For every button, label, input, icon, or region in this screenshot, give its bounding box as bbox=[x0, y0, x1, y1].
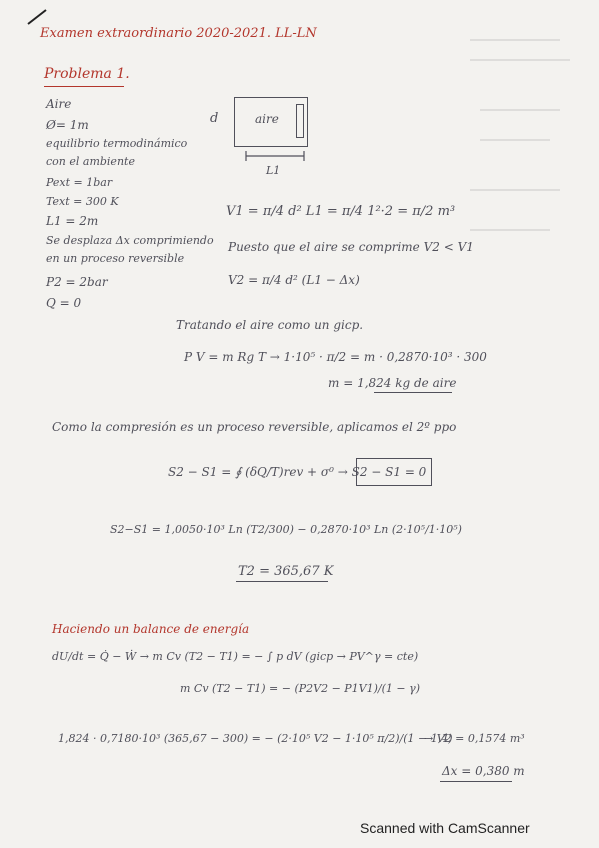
given-line: P2 = 2bar bbox=[46, 275, 108, 289]
given-line: equilibrio termodinámico bbox=[46, 137, 188, 150]
equation-entropy-expanded: S2−S1 = 1,0050·10³ Ln (T2/300) − 0,2870·10³ Ln (2·10⁵/1·10⁵) bbox=[110, 523, 462, 536]
diagram-label-air: aire bbox=[255, 112, 279, 126]
diagram-label-L1: L1 bbox=[266, 164, 281, 177]
equation-v1: V1 = π/4 d² L1 = π/4 1²·2 = π/2 m³ bbox=[226, 204, 456, 219]
equation-v2: V2 = π/4 d² (L1 − Δx) bbox=[228, 273, 360, 287]
given-line: en un proceso reversible bbox=[46, 252, 185, 265]
given-line: Text = 300 K bbox=[46, 195, 119, 208]
mass-underline bbox=[374, 392, 452, 393]
problem-heading: Problema 1. bbox=[44, 66, 130, 82]
pen-stroke-mark bbox=[26, 6, 50, 26]
problem-heading-underline bbox=[44, 86, 124, 87]
v2-result: → V2 = 0,1574 m³ bbox=[424, 732, 525, 745]
energy-note: Haciendo un balance de energía bbox=[52, 622, 250, 636]
page-title: Examen extraordinario 2020-2021. LL-LN bbox=[40, 26, 317, 41]
length-arrow bbox=[244, 148, 308, 164]
scanner-watermark: Scanned with CamScanner bbox=[360, 820, 530, 836]
entropy-result-box bbox=[356, 458, 432, 486]
given-line: Aire bbox=[46, 97, 72, 111]
given-line: Se desplaza Δx comprimiendo bbox=[46, 234, 214, 247]
mass-result: m = 1,824 kg de aire bbox=[328, 376, 457, 390]
equation-pv: P V = m Rg T → 1·10⁵ · π/2 = m · 0,2870·10³ · 300 bbox=[184, 350, 487, 364]
dx-underline bbox=[440, 781, 512, 782]
dx-result: Δx = 0,380 m bbox=[442, 764, 525, 778]
given-line: Ø= 1m bbox=[46, 118, 89, 132]
given-line: con el ambiente bbox=[46, 155, 135, 168]
compress-note: Puesto que el aire se comprime V2 < V1 bbox=[228, 240, 474, 254]
equation-energy-3: 1,824 · 0,7180·10³ (365,67 − 300) = − (2·10⁵ V2 − 1·10⁵ π/2)/(1 − 1,4) bbox=[58, 732, 453, 745]
t2-result: T2 = 365,67 K bbox=[238, 564, 334, 579]
given-line: L1 = 2m bbox=[46, 214, 99, 228]
given-line: Pext = 1bar bbox=[46, 176, 113, 189]
equation-entropy: S2 − S1 = ∮ (δQ/T)rev + σ⁰ → S2 − S1 = 0 bbox=[168, 465, 427, 479]
given-line: Q = 0 bbox=[46, 296, 82, 310]
equation-energy-1: dU/dt = Q̇ − Ẇ → m Cv (T2 − T1) = − ∫ p dV (gicp → PV^γ = cte) bbox=[52, 650, 419, 663]
diagram-label-d: d bbox=[210, 111, 219, 126]
piston-plate bbox=[296, 104, 304, 138]
ideal-gas-note: Tratando el aire como un gicp. bbox=[176, 318, 364, 332]
equation-energy-2: m Cv (T2 − T1) = − (P2V2 − P1V1)/(1 − γ) bbox=[180, 682, 420, 695]
t2-underline bbox=[236, 581, 328, 582]
second-law-note: Como la compresión es un proceso reversible, aplicamos el 2º ppo bbox=[52, 420, 457, 434]
